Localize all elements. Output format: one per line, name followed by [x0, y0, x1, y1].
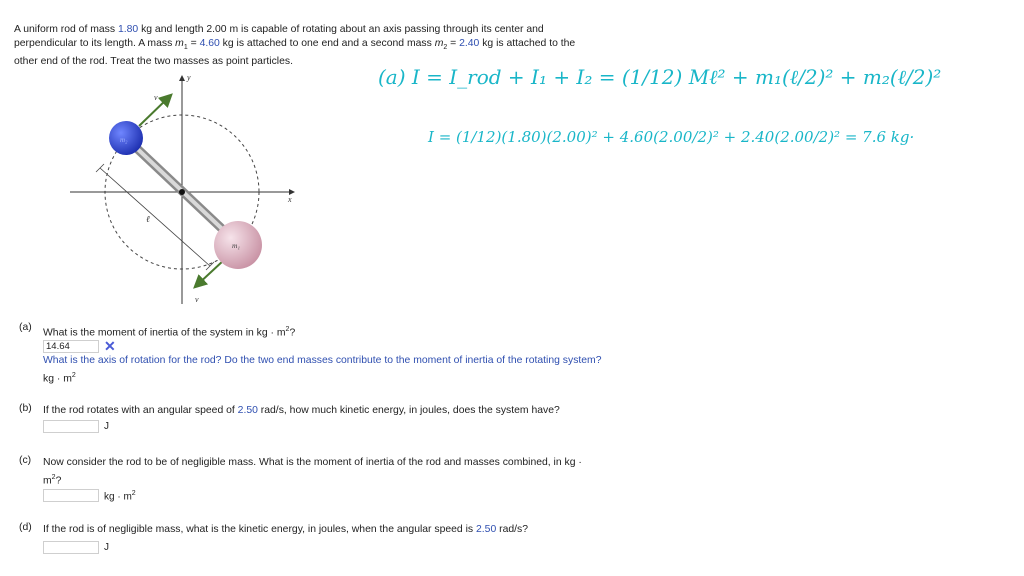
- handwriting-line-2: I = (1/12)(1.80)(2.00)² + 4.60(2.00/2)² + 2.40(2.00/2)² = 7.6 kg·: [428, 128, 915, 146]
- superscript: 2: [71, 372, 76, 379]
- mass-m1-label: m₁: [232, 241, 241, 250]
- part-a-label: (a): [19, 322, 32, 333]
- superscript: 2: [51, 474, 56, 481]
- velocity-label-top: v: [154, 93, 158, 102]
- part-b-unit: J: [104, 421, 109, 432]
- part-d-question: [43, 522, 603, 537]
- part-b-question: [43, 403, 603, 418]
- m2-symbol: m: [434, 38, 444, 49]
- problem-text: kg and length 2.00 m is capable of rotating about an axis passing through its center and perpendicular to its length. A mass: [14, 24, 544, 49]
- incorrect-icon: ✕: [104, 338, 116, 354]
- y-axis-label: y: [187, 73, 191, 82]
- problem-text: kg is attached to the other end of the rod. Treat the two masses as point particles.: [14, 38, 576, 68]
- part-d-answer-input[interactable]: [43, 541, 99, 554]
- part-a-answer-input[interactable]: [43, 340, 99, 353]
- part-c-question: [43, 455, 603, 488]
- problem-text: =: [187, 38, 200, 49]
- question-text: If the rod is of negligible mass, what is the kinetic energy, in joules, when the angular speed is: [43, 524, 476, 535]
- handwritten-solution: [372, 48, 1002, 178]
- angular-speed-value: 2.50: [237, 405, 258, 416]
- rod-mass-value: 1.80: [117, 24, 139, 35]
- length-dimension-line: [100, 168, 210, 266]
- m1-subscript: 1: [183, 44, 188, 52]
- angular-speed-value: 2.50: [476, 524, 497, 535]
- handwriting-line-1: (a) I = I_rod + I₁ + I₂ = (1/12) Mℓ² + m₁(ℓ/2)² + m₂(ℓ/2)²: [378, 65, 942, 89]
- part-b-answer-input[interactable]: [43, 420, 99, 433]
- m2-value: 2.40: [459, 38, 480, 49]
- m2-subscript: 2: [443, 44, 448, 52]
- question-text: If the rod rotates with an angular speed of: [43, 405, 238, 416]
- question-end: ?: [55, 475, 62, 487]
- part-c-label: (c): [19, 455, 32, 466]
- m1-symbol: m: [175, 38, 184, 49]
- velocity-label-bottom: v: [195, 295, 199, 304]
- part-a-feedback: [43, 353, 603, 386]
- x-axis-label: x: [288, 195, 292, 204]
- part-c-unit: [104, 490, 136, 502]
- unit-text: kg · m: [104, 491, 132, 503]
- mass-m2-label: m₂: [120, 136, 128, 144]
- part-a-question: [43, 322, 603, 340]
- rod-length-label: ℓ: [146, 214, 150, 224]
- part-b-label: (b): [19, 403, 32, 414]
- question-text: rad/s, how much kinetic energy, in joules, does the system have?: [257, 405, 560, 416]
- question-end: ?: [289, 327, 296, 339]
- feedback-unit: kg · m: [43, 373, 72, 385]
- pivot-point: [179, 189, 185, 195]
- question-text: What is the moment of inertia of the system in kg · m: [43, 327, 286, 339]
- superscript: 2: [285, 326, 290, 333]
- part-c-answer-input[interactable]: [43, 489, 99, 502]
- question-text: rad/s?: [496, 524, 528, 535]
- question-text: Now consider the rod to be of negligible mass. What is the moment of inertia of the rod and masses combined, in kg · m: [43, 457, 582, 487]
- part-d-unit: J: [104, 542, 109, 553]
- rotating-rod-figure: [66, 70, 306, 315]
- feedback-text: What is the axis of rotation for the rod? Do the two end masses contribute to the moment of inertia of the rotating system?: [43, 355, 602, 366]
- problem-text: =: [447, 38, 460, 49]
- m1-value: 4.60: [199, 38, 220, 49]
- part-d-label: (d): [19, 522, 32, 533]
- problem-text: kg is attached to one end and a second mass: [219, 38, 435, 49]
- superscript: 2: [131, 490, 136, 497]
- problem-text: A uniform rod of mass: [14, 24, 118, 35]
